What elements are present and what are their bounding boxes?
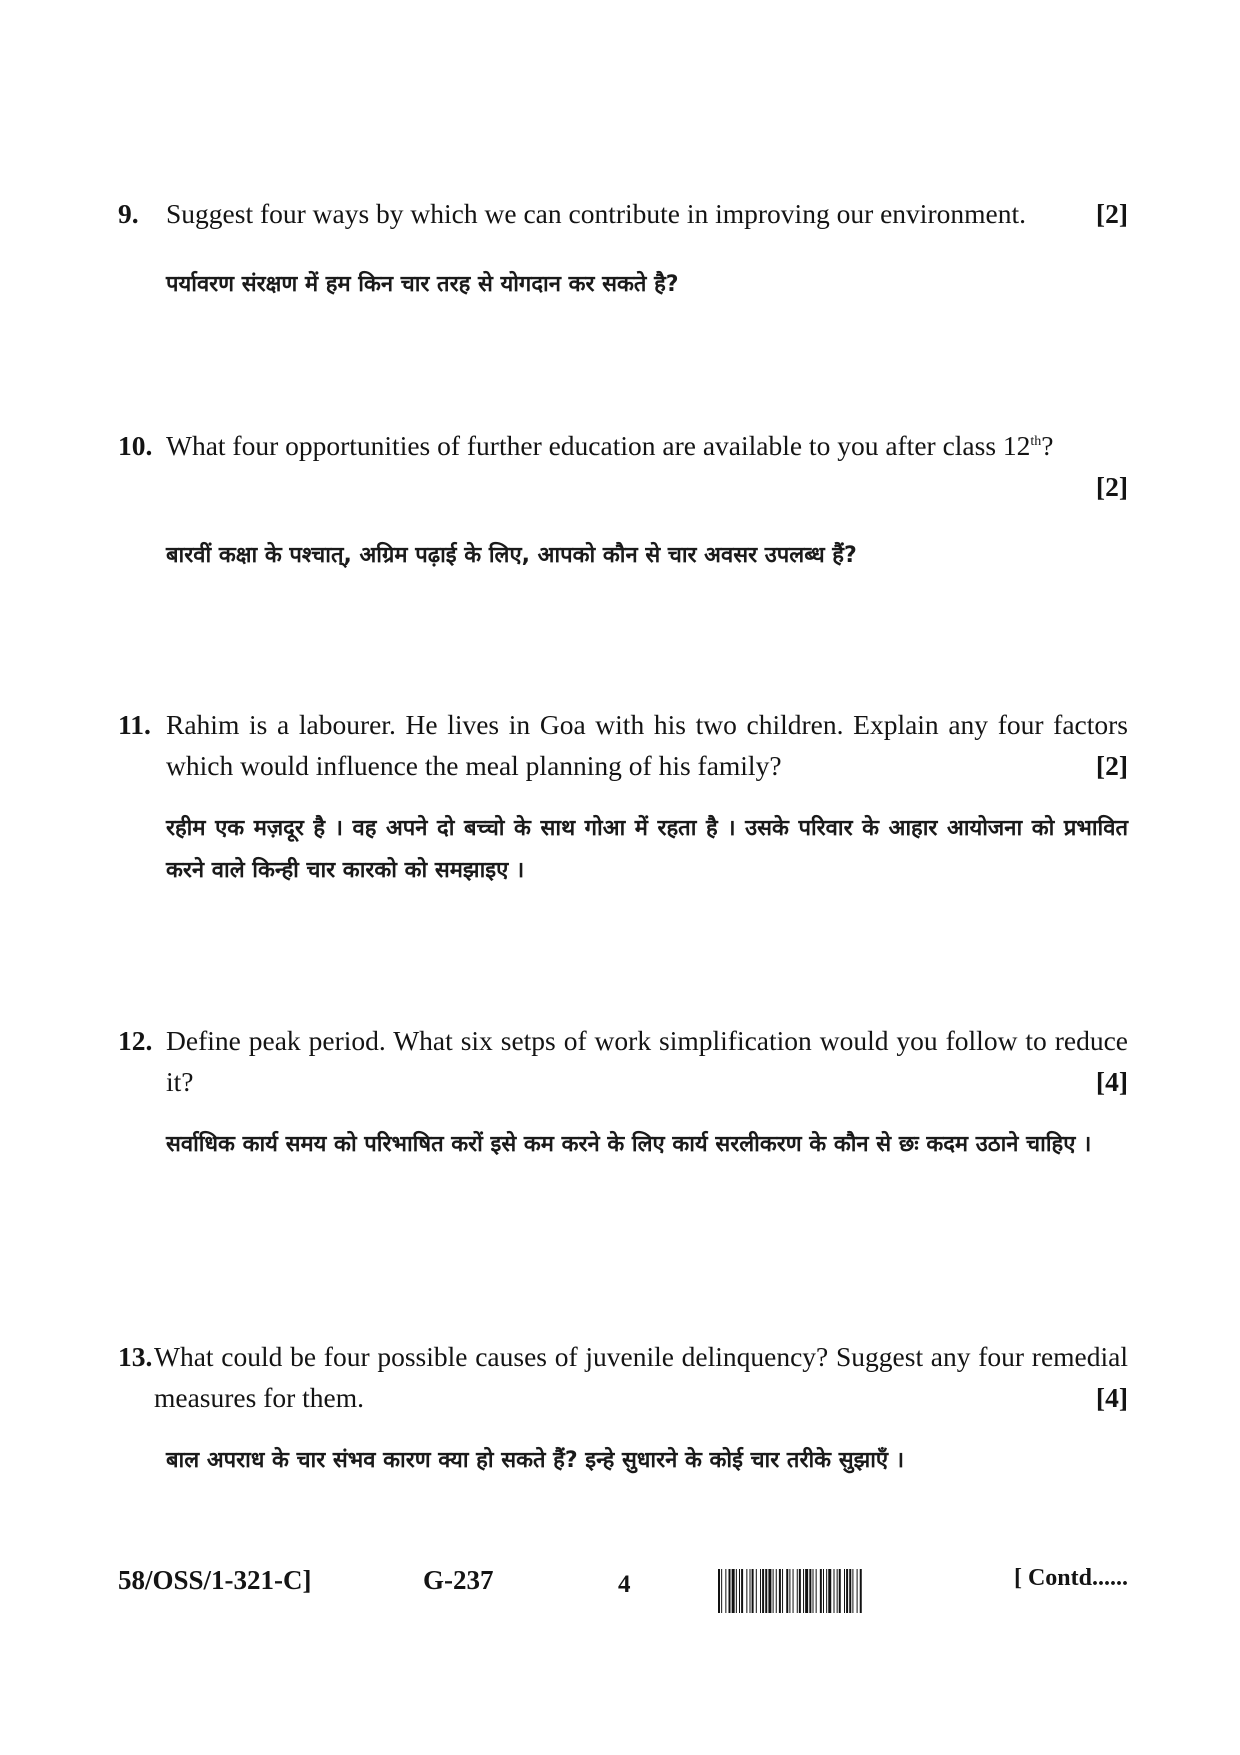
question-9-english <box>118 193 1128 234</box>
continued-label: [ Contd...... <box>1013 1565 1128 1591</box>
marks: [4] <box>1095 1382 1128 1413</box>
question-10-english: 10. What four opportunities of further education are available to you after class 12th? [2] <box>118 425 1128 507</box>
question-text: Rahim is a labourer. He lives in Goa with his two children. Explain any four factors which would influence the meal planning of his family? <box>166 709 1128 781</box>
question-11-english <box>118 704 1128 786</box>
paper-code: 58/OSS/1-321-C] <box>118 1565 312 1595</box>
question-11 <box>118 704 1128 892</box>
question-number: 11. <box>118 709 151 740</box>
question-10-hindi: बारवीं कक्षा के पश्चात्, अग्रिम पढ़ाई के लिए, आपको कौन से चार अवसर उपलब्ध हैं? <box>166 543 857 568</box>
question-number: 13. <box>118 1341 153 1372</box>
question-9 <box>118 193 1128 306</box>
marks: [2] <box>1095 750 1128 781</box>
question-13 <box>118 1336 1128 1482</box>
page-number: 4 <box>618 1571 631 1598</box>
series-code: G-237 <box>423 1565 494 1595</box>
marks: [4] <box>1095 1066 1128 1097</box>
question-text: What could be four possible causes of juvenile delinquency? Suggest any four remedial measures for them. <box>154 1341 1128 1413</box>
question-number: 12. <box>118 1025 153 1056</box>
question-9-hindi: पर्यावरण संरक्षण में हम किन चार तरह से योगदान कर सकते है? <box>166 272 679 297</box>
marks: [2] <box>1095 198 1128 229</box>
question-text: What four opportunities of further education are available to you after class 12 <box>166 430 1031 461</box>
question-12-english <box>118 1020 1128 1102</box>
question-12-hindi: सर्वाधिक कार्य समय को परिभाषित करों इसे कम करने के लिए कार्य सरलीकरण के कौन से छः कदम उठाने चाहिए । <box>166 1132 1092 1157</box>
question-10 <box>118 425 1128 577</box>
question-11-hindi: रहीम एक मज़दूर है । वह अपने दो बच्चो के साथ गोआ में रहता है । उसके परिवार के आहार आयोजना को प्रभावित करने वाले किन्ही चार कारको को समझाइए । <box>166 816 1128 883</box>
marks: [2] <box>1095 471 1128 502</box>
page-footer <box>118 1565 1128 1615</box>
question-number: 9. <box>118 198 139 229</box>
barcode-icon <box>718 1569 988 1613</box>
question-number: 10. <box>118 430 153 461</box>
question-text: Define peak period. What six setps of work simplification would you follow to reduce it? <box>166 1025 1128 1097</box>
question-12 <box>118 1020 1128 1166</box>
question-13-hindi: बाल अपराध के चार संभव कारण क्या हो सकते हैं? इन्हे सुधारने के कोई चार तरीके सुझाएँ । <box>166 1448 905 1473</box>
question-13-english <box>118 1336 1128 1418</box>
superscript: th <box>1030 433 1042 449</box>
question-text: Suggest four ways by which we can contribute in improving our environment. <box>166 198 1026 229</box>
